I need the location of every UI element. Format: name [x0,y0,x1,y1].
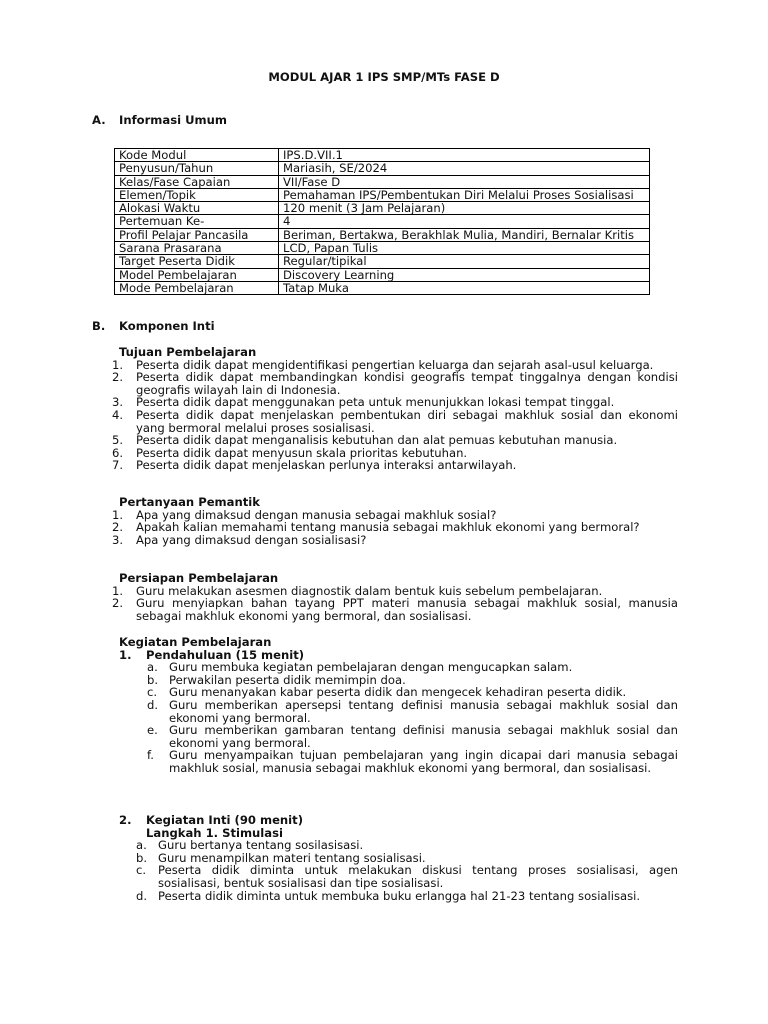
langkah-label: Langkah 1. Stimulasi [146,825,283,840]
info-row [115,188,650,201]
info-key: Kode Modul [115,149,279,162]
inti-item [112,890,678,903]
list-text: Guru menampilkan materi tentang sosialisasi. [158,850,426,865]
list-text: Peserta didik dapat menyusun skala prioritas kebutuhan. [136,445,468,460]
list-text: Peserta didik dapat menganalisis kebutuhan dan alat pemuas kebutuhan manusia. [136,433,618,448]
info-value: Beriman, Bertakwa, Berakhlak Mulia, Mandiri, Bernalar Kritis [279,228,650,241]
list-marker: 2. [112,370,124,385]
list-text: Guru menyampaikan tujuan pembelajaran yang ingin dicapai dari manusia sebagai makhluk sosial, manusia sebagai makhluk ekonomi yang bermoral, dan sosialisasi. [169,748,678,775]
info-value: Tatap Muka [279,281,650,294]
list-marker: 1. [112,357,124,372]
list-marker: 1. [112,583,124,598]
list-marker: a. [147,660,158,675]
list-text: Guru menanyakan kabar peserta didik dan mengecek kehadiran peserta didik. [169,685,627,700]
document-title: MODUL AJAR 1 IPS SMP/MTs FASE D [268,70,500,84]
list-text: Peserta didik dapat menggunakan peta untuk menunjukkan lokasi tempat tinggal. [136,395,615,410]
info-value: VII/Fase D [279,175,650,188]
info-key: Kelas/Fase Capaian [115,175,279,188]
pertanyaan-heading: Pertanyaan Pemantik [119,495,260,509]
info-row [115,255,650,268]
list-marker: f. [147,748,154,763]
info-key: Model Pembelajaran [115,268,279,281]
list-text: Peserta didik diminta untuk melakukan diskusi tentang proses sosialisasi, agen sosialisasi, bentuk sosialisasi dan tipe sosialisasi. [158,863,678,890]
list-text: Guru memberikan apersepsi tentang definisi manusia sebagai makhluk sosial dan ekonomi yang bermoral. [169,697,678,725]
pendahuluan-list [112,661,678,774]
list-marker: 6. [112,445,124,460]
pendahuluan-item [112,699,678,724]
list-marker: 4. [112,407,124,422]
info-row [115,242,650,255]
section-b-heading [92,320,215,333]
section-a-letter: A. [92,113,106,127]
list-marker: d. [147,697,159,712]
list-marker: 3. [112,532,124,547]
info-key: Profil Pelajar Pancasila [115,228,279,241]
pendahuluan-item [112,724,678,749]
pertanyaan-item [112,534,678,547]
info-value: Mariasih, SE/2024 [279,162,650,175]
info-row [115,175,650,188]
list-marker: c. [136,863,147,878]
inti-number: 2. [119,813,132,827]
info-key: Pertemuan Ke- [115,215,279,228]
persiapan-list [112,585,678,623]
persiapan-item [112,597,678,622]
list-text: Guru melakukan asesmen diagnostik dalam bentuk kuis sebelum pembelajaran. [136,583,603,598]
tujuan-heading: Tujuan Pembelajaran [119,345,257,359]
list-marker: b. [147,672,159,687]
list-text: Perwakilan peserta didik memimpin doa. [169,672,406,687]
section-a-label: Informasi Umum [119,113,227,127]
kegiatan-block [112,636,678,775]
info-value: 4 [279,215,650,228]
section-a-heading [92,114,227,127]
list-marker: c. [147,685,158,700]
list-text: Guru memberikan gambaran tentang definisi manusia sebagai makhluk sosial dan ekonomi yang bermoral. [169,723,678,750]
list-text: Peserta didik dapat menjelaskan pembentukan diri sebagai makhluk sosial dan ekonomi yang bermoral melalui proses sosialisasi. [136,407,678,435]
list-text: Guru menyiapkan bahan tayang PPT materi manusia sebagai makhluk sosial, manusia sebagai makhluk ekonomi yang bermoral, dan sosialisasi. [136,596,678,623]
info-row [115,215,650,228]
pertanyaan-block [112,496,678,546]
list-marker: 2. [112,596,124,611]
list-marker: 7. [112,458,124,473]
info-row [115,149,650,162]
section-b-label: Komponen Inti [119,319,215,333]
info-row [115,202,650,215]
inti-label: Kegiatan Inti (90 menit) [146,813,303,827]
inti-block [112,814,678,902]
info-key: Mode Pembelajaran [115,281,279,294]
info-row [115,281,650,294]
info-row [115,268,650,281]
list-marker: a. [136,838,147,853]
list-marker: 3. [112,395,124,410]
list-text: Apa yang dimaksud dengan sosialisasi? [136,532,367,547]
info-key: Alokasi Waktu [115,202,279,215]
tujuan-list [112,359,678,472]
list-text: Peserta didik dapat membandingkan kondisi geografis tempat tinggalnya dengan kondisi geografis wilayah lain di Indonesia. [136,370,678,397]
info-value: 120 menit (3 Jam Pelajaran) [279,202,650,215]
inti-list [112,839,678,902]
persiapan-heading: Persiapan Pembelajaran [119,571,279,585]
pendahuluan-item [112,749,678,774]
info-key: Sarana Prasarana [115,242,279,255]
list-marker: b. [136,850,148,865]
info-key: Penyusun/Tahun [115,162,279,175]
list-text: Apakah kalian memahami tentang manusia sebagai makhluk ekonomi yang bermoral? [136,520,640,535]
info-value: Discovery Learning [279,268,650,281]
tujuan-item [112,459,678,472]
info-row [115,228,650,241]
kegiatan-heading: Kegiatan Pembelajaran [119,635,272,649]
list-text: Peserta didik diminta untuk membuka buku erlangga hal 21-23 tentang sosialisasi. [158,888,641,903]
info-value: LCD, Papan Tulis [279,242,650,255]
tujuan-block [112,346,678,472]
list-marker: d. [136,888,148,903]
list-text: Apa yang dimaksud dengan manusia sebagai makhluk sosial? [136,507,497,522]
info-value: IPS.D.VII.1 [279,149,650,162]
list-marker: e. [147,723,158,738]
info-key: Elemen/Topik [115,188,279,201]
list-text: Guru membuka kegiatan pembelajaran dengan mengucapkan salam. [169,660,573,675]
pendahuluan-label: Pendahuluan (15 menit) [146,647,305,662]
info-row [115,162,650,175]
info-value: Pemahaman IPS/Pembentukan Diri Melalui Proses Sosialisasi [279,188,650,201]
info-key: Target Peserta Didik [115,255,279,268]
list-text: Peserta didik dapat mengidentifikasi pengertian keluarga dan sejarah asal-usul keluarga. [136,357,654,372]
list-text: Guru bertanya tentang sosilasisasi. [158,838,364,853]
section-b-letter: B. [92,319,106,333]
tujuan-item [112,409,678,434]
pertanyaan-list [112,509,678,547]
info-value: Regular/tipikal [279,255,650,268]
info-table [114,148,650,295]
pendahuluan-number: 1. [119,647,132,662]
list-text: Peserta didik dapat menjelaskan perlunya interaksi antarwilayah. [136,458,517,473]
list-marker: 2. [112,520,124,535]
tujuan-item [112,371,678,396]
persiapan-block [112,572,678,622]
list-marker: 5. [112,433,124,448]
list-marker: 1. [112,507,124,522]
inti-item [112,864,678,889]
